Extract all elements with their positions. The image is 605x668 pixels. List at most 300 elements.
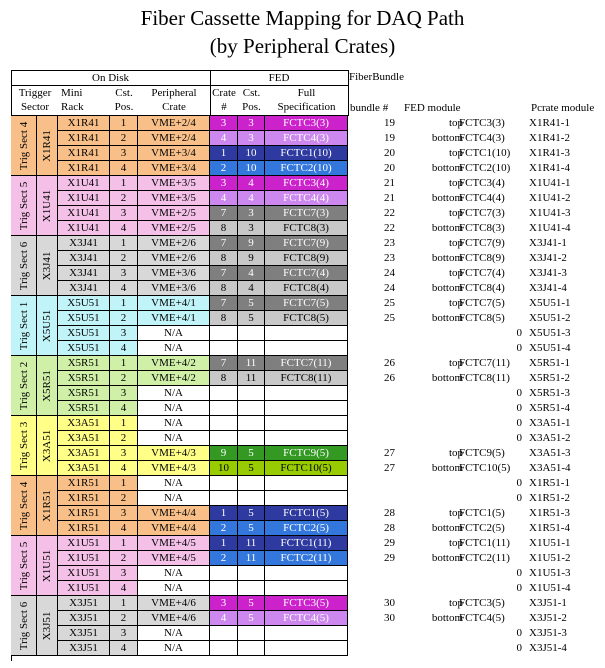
fed-cassette-cell: 5 — [238, 611, 265, 626]
rack-cell: X1U51 — [58, 536, 110, 551]
fiber-bundle-row — [349, 536, 605, 551]
fed-placement: top — [448, 267, 463, 279]
mini-rack-label: X1R51 — [41, 489, 53, 522]
full-spec-cell: FCTC8(4) — [265, 281, 348, 296]
rack-cell: X3J51 — [58, 641, 110, 656]
fed-cst-header: Cst. — [242, 87, 261, 99]
pcrate-module: X3J41-3 — [529, 267, 567, 279]
mini-rack-cell — [37, 536, 58, 596]
bundle-number: 26 — [384, 372, 395, 384]
full-spec-cell — [265, 416, 348, 431]
peripheral-crate-cell: N/A — [138, 581, 210, 596]
fed-crate-cell: 1 — [210, 506, 238, 521]
table-row — [58, 641, 348, 656]
cassette-position-cell: 1 — [110, 536, 138, 551]
table-row — [58, 461, 348, 476]
fed-cassette-cell — [238, 341, 265, 356]
bundle-number: 21 — [384, 177, 395, 189]
fed-placement: top — [448, 357, 463, 369]
pcrate-module: X1R51-1 — [529, 477, 570, 489]
fiber-bundle-row — [349, 356, 605, 371]
fed-cassette-cell — [238, 581, 265, 596]
bundle-number: 26 — [384, 357, 395, 369]
pcrate-module: X3J41-1 — [529, 237, 567, 249]
peripheral-header: Peripheral — [151, 87, 197, 99]
cassette-position-cell: 4 — [110, 161, 138, 176]
table-row — [58, 551, 348, 566]
pcrate-module: X3J41-2 — [529, 252, 567, 264]
mini-rack-label: X3A51 — [41, 429, 53, 462]
full-header: Full — [297, 87, 316, 99]
trigger-sector-cell — [11, 596, 37, 656]
peripheral-crate-cell: N/A — [138, 641, 210, 656]
bundle-number: 24 — [384, 282, 395, 294]
fed-crate-cell: 1 — [210, 536, 238, 551]
peripheral-crate-cell: N/A — [138, 326, 210, 341]
pcrate-module: X5R51-3 — [529, 387, 570, 399]
mini-rack-cell — [37, 176, 58, 236]
trigger-sector-cell — [11, 296, 37, 356]
fiber-bundle-row — [349, 611, 605, 626]
rack-cell: X1U51 — [58, 551, 110, 566]
fed-cassette-cell: 10 — [238, 161, 265, 176]
fiber-bundle-row — [349, 266, 605, 281]
fed-crate-cell: 8 — [210, 221, 238, 236]
fed-module: FCTC9(5) — [459, 447, 505, 459]
pcrate-module: X1U51-4 — [529, 582, 571, 594]
peripheral-crate-cell: N/A — [138, 626, 210, 641]
cassette-position-cell: 3 — [110, 386, 138, 401]
trigger-sector-label: Trig Sect 3 — [17, 421, 30, 470]
table-row — [58, 506, 348, 521]
unused-zero: 0 — [516, 567, 522, 579]
fed-cassette-cell: 3 — [238, 131, 265, 146]
mini-rack-cell — [37, 116, 58, 176]
fed-cassette-cell: 4 — [238, 176, 265, 191]
fed-placement: top — [448, 237, 463, 249]
fed-crate-cell: 4 — [210, 611, 238, 626]
cassette-position-cell: 2 — [110, 371, 138, 386]
peripheral-crate-cell: VME+4/3 — [138, 446, 210, 461]
table-row — [58, 281, 348, 296]
rack-cell: X1U41 — [58, 176, 110, 191]
fed-module: FCTC1(11) — [459, 537, 510, 549]
bundle-number: 23 — [384, 252, 395, 264]
trigger-sector-label: Trig Sect 5 — [17, 541, 30, 590]
full-spec-cell: FCTC8(11) — [265, 371, 348, 386]
trigger-sector-cell — [11, 536, 37, 596]
trigger-sector-cell — [11, 116, 37, 176]
fiber-bundle-row — [349, 401, 605, 416]
fed-placement: top — [448, 147, 463, 159]
cassette-position-cell: 1 — [110, 476, 138, 491]
table-row — [58, 596, 348, 611]
cassette-position-cell: 2 — [110, 431, 138, 446]
bundle-number: 28 — [384, 507, 395, 519]
full-spec-cell — [265, 431, 348, 446]
table-row — [58, 251, 348, 266]
peripheral-crate-cell: N/A — [138, 401, 210, 416]
cassette-position-cell: 4 — [110, 221, 138, 236]
fiber-bundle-row — [349, 626, 605, 641]
rack-cell: X5U51 — [58, 296, 110, 311]
fed-cassette-cell — [238, 431, 265, 446]
full-spec-cell — [265, 341, 348, 356]
bundle-number: 27 — [384, 447, 395, 459]
fiber-bundle-row — [349, 116, 605, 131]
rack-cell: X3J51 — [58, 596, 110, 611]
pcrate-module: X5U51-1 — [529, 297, 571, 309]
cassette-position-cell: 1 — [110, 416, 138, 431]
fed-placement: bottom — [431, 612, 463, 624]
trigger-sector-cell — [11, 476, 37, 536]
page-title: Fiber Cassette Mapping for DAQ Path — [140, 6, 465, 30]
full-spec-cell: FCTC2(5) — [265, 521, 348, 536]
fed-crate-cell — [210, 341, 238, 356]
fed-crate-cell — [210, 416, 238, 431]
fiber-bundle-row — [349, 386, 605, 401]
rack-cell: X3J41 — [58, 251, 110, 266]
cassette-position-cell: 2 — [110, 311, 138, 326]
table-row — [58, 536, 348, 551]
fed-placement: bottom — [431, 192, 463, 204]
mini-rack-cell — [37, 416, 58, 476]
peripheral-crate-cell: VME+2/5 — [138, 221, 210, 236]
fed-cassette-cell: 3 — [238, 221, 265, 236]
fed-cassette-cell: 3 — [238, 206, 265, 221]
pcrate-module: X1U51-2 — [529, 552, 571, 564]
bundle-number: 24 — [384, 267, 395, 279]
fed-module: FCTC7(11) — [459, 357, 510, 369]
cassette-position-cell: 2 — [110, 191, 138, 206]
full-spec-cell — [265, 476, 348, 491]
fiber-bundle-row — [349, 326, 605, 341]
fed-placement: bottom — [431, 552, 463, 564]
fed-crate-cell: 3 — [210, 116, 238, 131]
trigger-sector-label: Trig Sect 1 — [17, 301, 30, 350]
cassette-position-cell: 3 — [110, 506, 138, 521]
rack-cell: X1R51 — [58, 491, 110, 506]
pcrate-module: X1U41-3 — [529, 207, 571, 219]
fed-crate-cell — [210, 401, 238, 416]
pcrate-module-header: Pcrate module — [531, 102, 595, 114]
table-row — [58, 161, 348, 176]
fed-module-header: FED module — [404, 102, 461, 114]
fed-cassette-cell: 3 — [238, 116, 265, 131]
trigger-sector-cell — [11, 236, 37, 296]
full-spec-cell: FCTC9(5) — [265, 446, 348, 461]
full-spec-cell — [265, 626, 348, 641]
rack-cell: X1R51 — [58, 476, 110, 491]
bundle-number: 27 — [384, 462, 395, 474]
fed-cassette-cell: 5 — [238, 461, 265, 476]
cassette-position-cell: 2 — [110, 551, 138, 566]
fed-crate-cell — [210, 626, 238, 641]
unused-zero: 0 — [516, 417, 522, 429]
fed-module: FCTC3(4) — [459, 177, 505, 189]
table-row — [58, 176, 348, 191]
fed-cassette-cell — [238, 476, 265, 491]
fed-module: FCTC8(5) — [459, 312, 505, 324]
fed-cassette-cell: 5 — [238, 311, 265, 326]
fed-placement: bottom — [431, 252, 463, 264]
fiber-bundle-row — [349, 416, 605, 431]
bundle-number: 28 — [384, 522, 395, 534]
peripheral-crate-cell: VME+2/4 — [138, 131, 210, 146]
fiber-bundle-row — [349, 371, 605, 386]
fed-cassette-cell: 5 — [238, 596, 265, 611]
peripheral-crate-cell: VME+2/6 — [138, 236, 210, 251]
fiber-bundle-row — [349, 446, 605, 461]
table-row — [58, 446, 348, 461]
fed-cassette-cell — [238, 386, 265, 401]
rack-cell: X5R51 — [58, 386, 110, 401]
pcrate-module: X3A51-1 — [529, 417, 571, 429]
rack-cell: X3J41 — [58, 281, 110, 296]
fed-placement: top — [448, 117, 463, 129]
fed-module: FCTC7(9) — [459, 237, 505, 249]
fed-crate-cell: 4 — [210, 131, 238, 146]
mini-rack-label: X1U51 — [41, 549, 53, 582]
table-row — [58, 206, 348, 221]
mini-rack-label: X3J51 — [41, 611, 53, 640]
fed-module: FCTC7(4) — [459, 267, 505, 279]
cassette-position-cell: 4 — [110, 521, 138, 536]
on-disk-header: On Disk — [92, 72, 129, 84]
fiber-bundle-row — [349, 251, 605, 266]
rack-cell: X3J41 — [58, 266, 110, 281]
fed-module: FCTC8(11) — [459, 372, 510, 384]
unused-zero: 0 — [516, 387, 522, 399]
full-spec-cell: FCTC7(4) — [265, 266, 348, 281]
table-row — [58, 311, 348, 326]
full-spec-cell: FCTC8(3) — [265, 221, 348, 236]
peripheral-crate-cell: VME+4/2 — [138, 371, 210, 386]
fed-placement: top — [448, 507, 463, 519]
fed-placement: bottom — [431, 312, 463, 324]
table-row — [58, 356, 348, 371]
full-spec-cell: FCTC7(11) — [265, 356, 348, 371]
fed-module: FCTC2(5) — [459, 522, 505, 534]
full-spec-cell: FCTC7(9) — [265, 236, 348, 251]
fed-module: FCTC2(11) — [459, 552, 510, 564]
peripheral-crate-cell: VME+3/5 — [138, 176, 210, 191]
cassette-position-cell: 3 — [110, 146, 138, 161]
fiber-bundle-row — [349, 191, 605, 206]
fed-crate-cell: 1 — [210, 146, 238, 161]
full-spec-cell: FCTC3(5) — [265, 596, 348, 611]
table-row — [58, 386, 348, 401]
pcrate-module: X3J51-4 — [529, 642, 567, 654]
rack-cell: X1R41 — [58, 131, 110, 146]
table-row — [58, 521, 348, 536]
fed-crate-cell — [210, 326, 238, 341]
fed-crate-cell: 8 — [210, 371, 238, 386]
mini-header: Mini — [61, 87, 83, 99]
bundle-number: 20 — [384, 162, 395, 174]
cassette-position-cell: 4 — [110, 581, 138, 596]
mini-rack-cell — [37, 296, 58, 356]
bundle-number: 20 — [384, 147, 395, 159]
cassette-position-cell: 3 — [110, 266, 138, 281]
fiber-bundle-row — [349, 521, 605, 536]
fiber-bundle-row — [349, 596, 605, 611]
mini-rack-cell — [37, 236, 58, 296]
rack-cell: X3A51 — [58, 446, 110, 461]
peripheral-crate-cell: VME+4/3 — [138, 461, 210, 476]
fiber-bundle-row — [349, 161, 605, 176]
fed-module: FCTC2(10) — [459, 162, 511, 174]
mini-rack-label: X1R41 — [41, 129, 53, 162]
fed-cassette-cell: 10 — [238, 146, 265, 161]
fed-cassette-cell: 11 — [238, 356, 265, 371]
pcrate-module: X3A51-2 — [529, 432, 571, 444]
fed-placement: bottom — [431, 222, 463, 234]
full-spec-cell: FCTC3(4) — [265, 176, 348, 191]
rack-cell: X1R41 — [58, 146, 110, 161]
fed-cassette-cell: 11 — [238, 551, 265, 566]
peripheral-crate-cell: VME+4/4 — [138, 506, 210, 521]
fiber-bundle-row — [349, 566, 605, 581]
table-row — [58, 566, 348, 581]
full-spec-cell: FCTC2(11) — [265, 551, 348, 566]
rack-cell: X5R51 — [58, 356, 110, 371]
fed-module: FCTC3(5) — [459, 597, 505, 609]
rack-cell: X1R41 — [58, 161, 110, 176]
trigger-sector-label: Trig Sect 6 — [17, 241, 30, 290]
trigger-sector-cell — [11, 356, 37, 416]
fiber-bundle-row — [349, 491, 605, 506]
unused-zero: 0 — [516, 402, 522, 414]
fed-placement: bottom — [431, 462, 463, 474]
mini-rack-label: X5R51 — [41, 369, 53, 402]
fed-cassette-cell: 11 — [238, 536, 265, 551]
trigger-sector-label: Trig Sect 4 — [17, 121, 30, 170]
fiber-bundle-row — [349, 221, 605, 236]
pcrate-module: X1U41-4 — [529, 222, 571, 234]
pos-header: Pos. — [114, 101, 134, 113]
fed-placement: top — [448, 297, 463, 309]
table-row — [58, 266, 348, 281]
cassette-position-cell: 1 — [110, 596, 138, 611]
table-row — [58, 341, 348, 356]
cassette-position-cell: 4 — [110, 401, 138, 416]
fed-placement: bottom — [431, 522, 463, 534]
full-spec-cell: FCTC10(5) — [265, 461, 348, 476]
cassette-position-cell: 3 — [110, 446, 138, 461]
bundle-number: 22 — [384, 207, 395, 219]
peripheral-crate-cell: N/A — [138, 431, 210, 446]
table-row — [58, 146, 348, 161]
pcrate-module: X5U51-2 — [529, 312, 571, 324]
peripheral-crate-cell: N/A — [138, 386, 210, 401]
fed-crate-cell: 3 — [210, 596, 238, 611]
mini-rack-cell — [37, 476, 58, 536]
pcrate-module: X1R51-4 — [529, 522, 570, 534]
peripheral-crate-cell: N/A — [138, 476, 210, 491]
fed-crate-cell: 2 — [210, 161, 238, 176]
peripheral-crate-cell: N/A — [138, 491, 210, 506]
fed-cassette-cell — [238, 641, 265, 656]
rack-cell: X1U41 — [58, 221, 110, 236]
table-row — [58, 221, 348, 236]
cassette-position-cell: 1 — [110, 176, 138, 191]
bundle-number: 19 — [384, 117, 395, 129]
rack-cell: X1U41 — [58, 191, 110, 206]
fiber-bundle-row — [349, 476, 605, 491]
table-row — [58, 611, 348, 626]
fed-cassette-cell — [238, 401, 265, 416]
fed-placement: bottom — [431, 162, 463, 174]
fed-placement: top — [448, 537, 463, 549]
table-row — [58, 296, 348, 311]
fed-module: FCTC8(9) — [459, 252, 505, 264]
pcrate-module: X5R51-4 — [529, 402, 570, 414]
fed-module: FCTC4(4) — [459, 192, 505, 204]
fed-pos-header: Pos. — [242, 101, 261, 113]
rack-cell: X3A51 — [58, 461, 110, 476]
table-row — [58, 371, 348, 386]
peripheral-crate-cell: N/A — [138, 416, 210, 431]
bundle-number: 21 — [384, 192, 395, 204]
bundle-number: 23 — [384, 237, 395, 249]
cassette-position-cell: 4 — [110, 341, 138, 356]
trigger-sector-label: Trig Sect 2 — [17, 361, 30, 410]
fiber-bundle-row — [349, 581, 605, 596]
bundle-number: 19 — [384, 132, 395, 144]
trigger-sector-cell — [11, 176, 37, 236]
rack-cell: X5U51 — [58, 326, 110, 341]
fed-module: FCTC1(5) — [459, 507, 505, 519]
fed-crate-cell: 9 — [210, 446, 238, 461]
fed-cassette-cell — [238, 416, 265, 431]
rack-cell: X5R51 — [58, 371, 110, 386]
fed-crate-cell — [210, 386, 238, 401]
pcrate-module: X3J41-4 — [529, 282, 567, 294]
table-row — [58, 491, 348, 506]
pcrate-module: X5R51-1 — [529, 357, 570, 369]
peripheral-crate-cell: VME+4/1 — [138, 296, 210, 311]
peripheral-crate-cell: VME+4/2 — [138, 356, 210, 371]
rack-cell: X5U51 — [58, 341, 110, 356]
fed-placement: top — [448, 597, 463, 609]
fed-crate-cell — [210, 491, 238, 506]
peripheral-crate-cell: VME+4/6 — [138, 596, 210, 611]
full-spec-cell: FCTC8(9) — [265, 251, 348, 266]
fed-cassette-cell: 11 — [238, 371, 265, 386]
unused-zero: 0 — [516, 342, 522, 354]
peripheral-crate-cell: VME+3/5 — [138, 191, 210, 206]
fed-placement: top — [448, 177, 463, 189]
pcrate-module: X1R41-3 — [529, 147, 570, 159]
fed-crate-cell: 7 — [210, 296, 238, 311]
cassette-position-cell: 3 — [110, 206, 138, 221]
unused-zero: 0 — [516, 627, 522, 639]
fed-crate-cell: 10 — [210, 461, 238, 476]
table-row — [58, 191, 348, 206]
crate-header: Crate — [212, 87, 236, 99]
fiber-bundle-label: FiberBundle — [349, 71, 404, 83]
fiber-bundle-row — [349, 506, 605, 521]
peripheral-crate-cell: VME+4/5 — [138, 536, 210, 551]
rack-cell: X1R51 — [58, 521, 110, 536]
cassette-position-cell: 3 — [110, 626, 138, 641]
fed-module: FCTC7(5) — [459, 297, 505, 309]
rack-cell: X5R51 — [58, 401, 110, 416]
pcrate-module: X3J51-1 — [529, 597, 567, 609]
fed-crate-cell: 2 — [210, 521, 238, 536]
unused-zero: 0 — [516, 432, 522, 444]
